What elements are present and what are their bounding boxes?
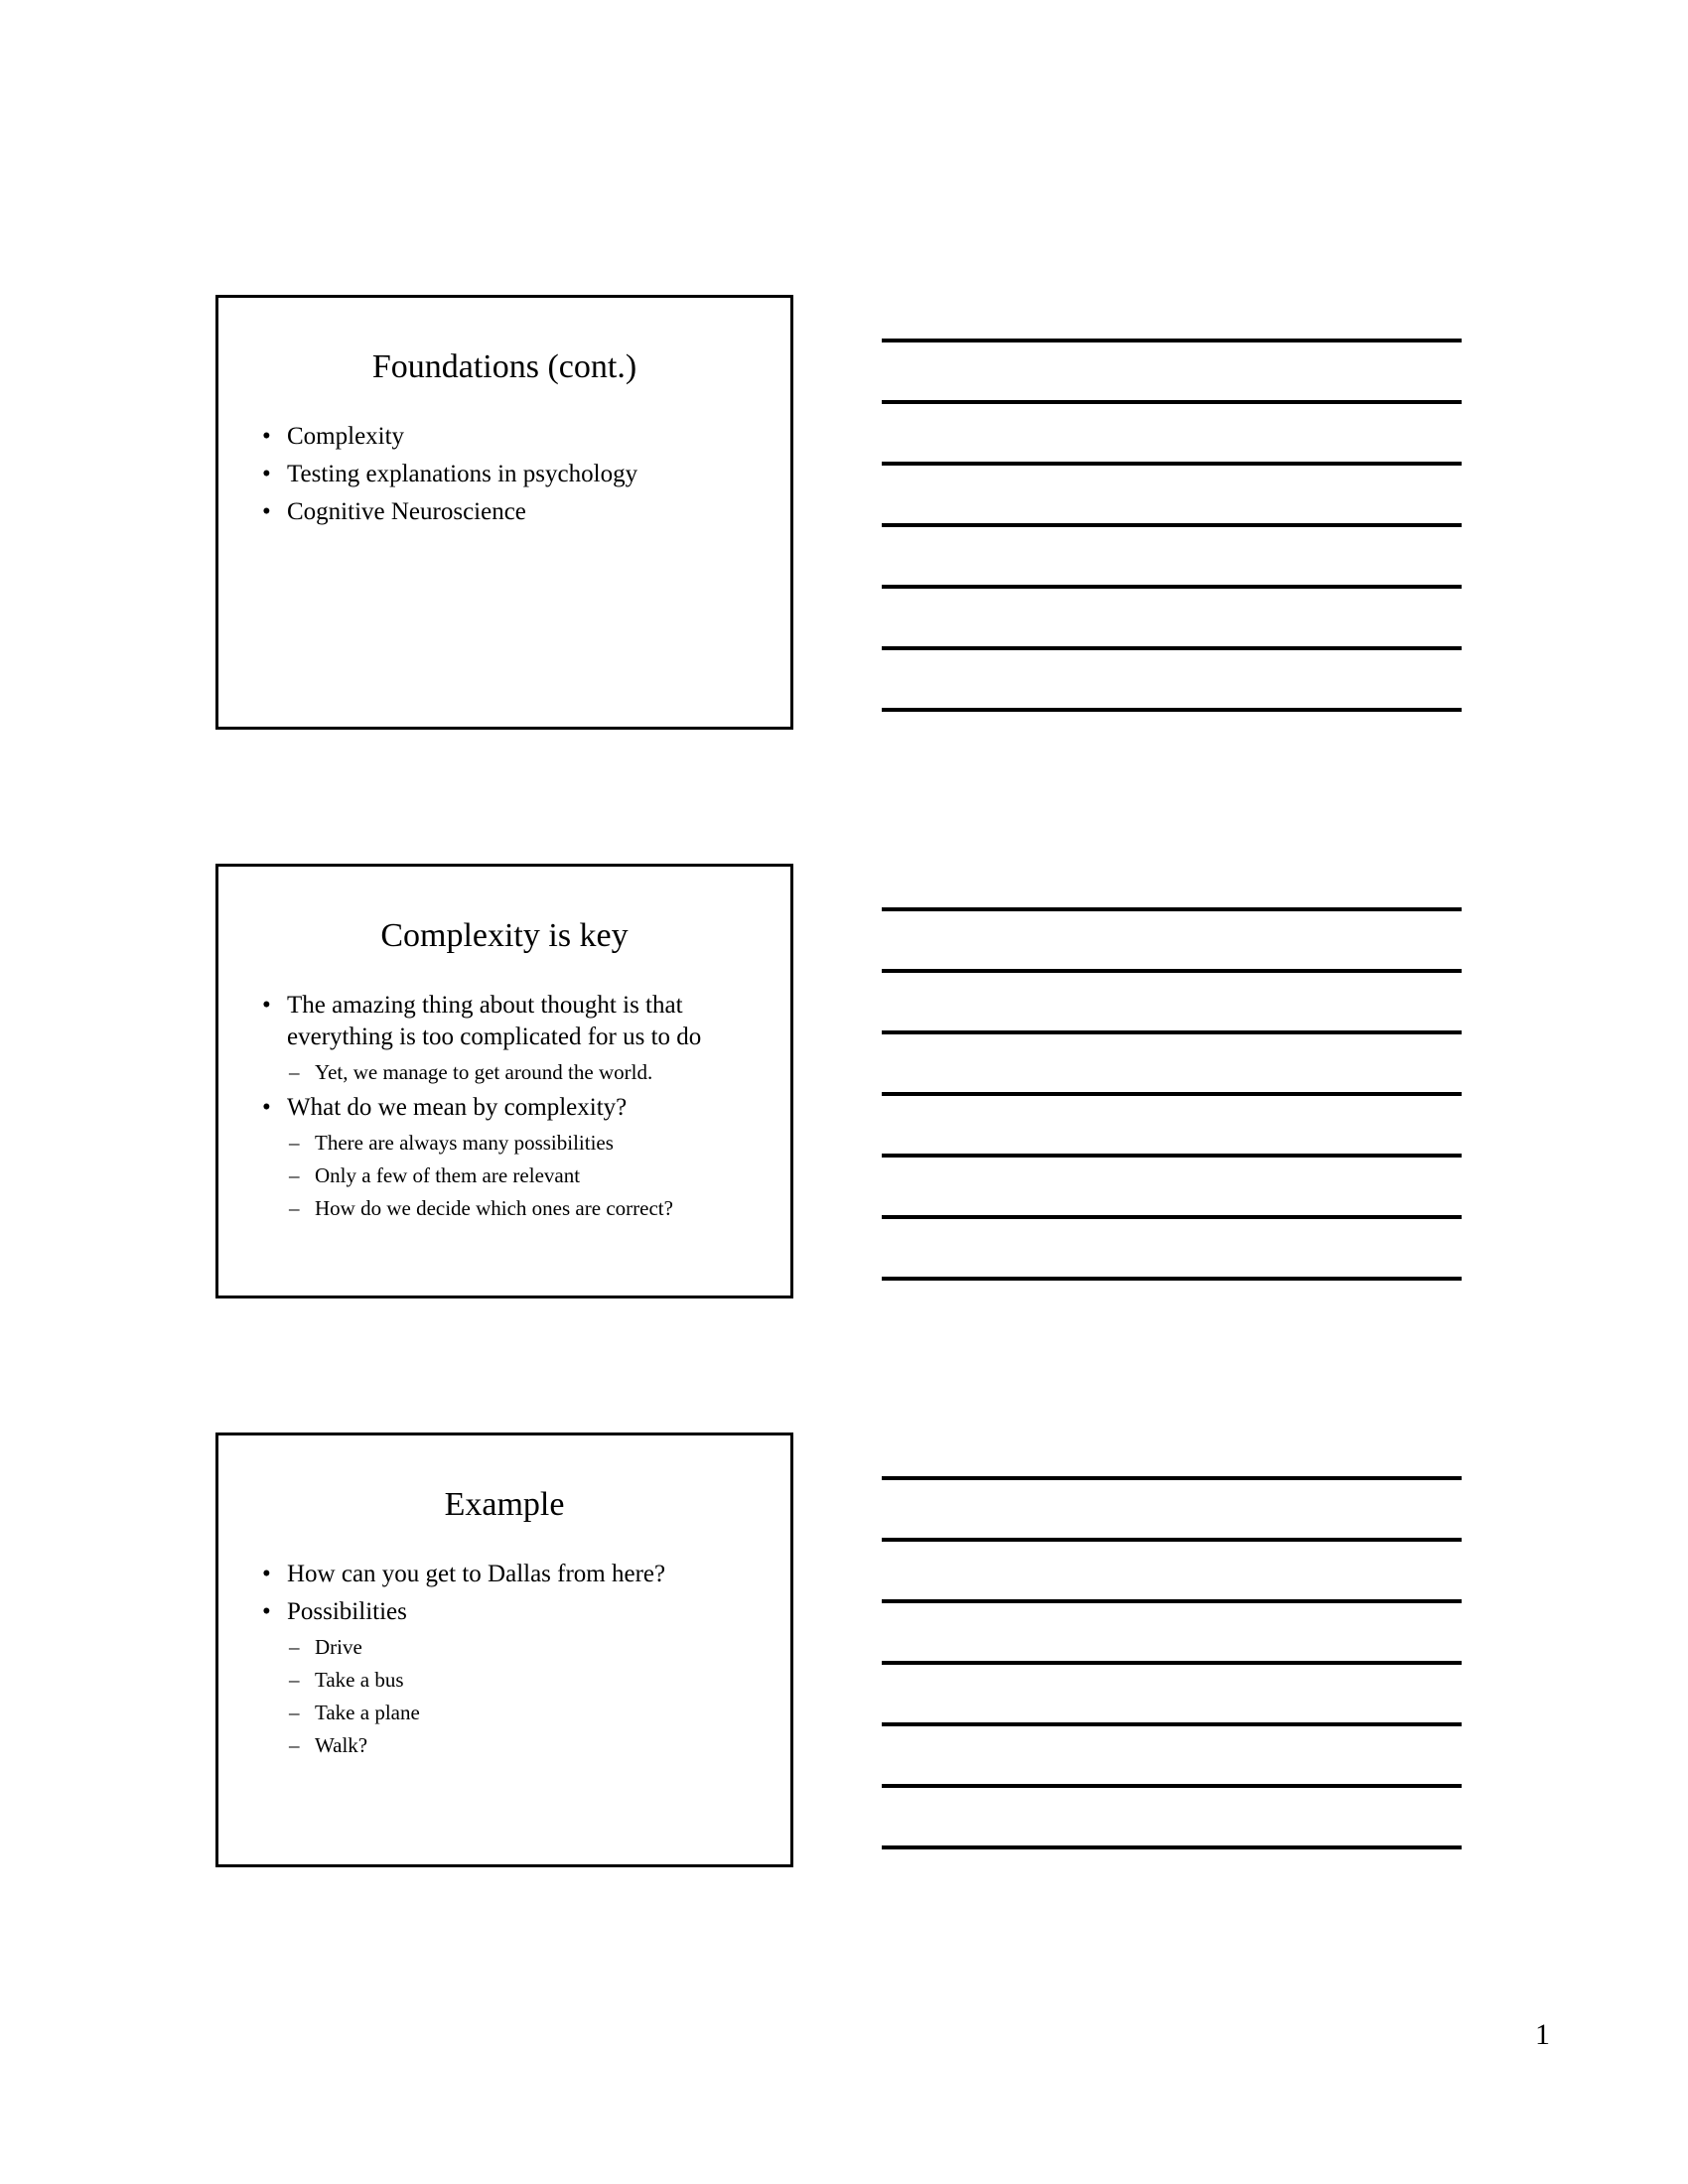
sub-bullet-text: Drive — [315, 1635, 362, 1659]
note-line — [882, 1476, 1462, 1480]
bullet-text: Complexity — [287, 423, 405, 450]
bullet-list — [262, 421, 778, 534]
bullet-text: The amazing thing about thought is that everything is too complicated for us to do — [287, 992, 702, 1050]
bullet-item — [262, 459, 778, 490]
bullet-item — [262, 1559, 778, 1590]
note-line — [882, 708, 1462, 712]
note-line — [882, 1538, 1462, 1542]
bullet-list — [262, 990, 778, 1228]
bullet-glyph: • — [262, 461, 271, 487]
note-line — [882, 400, 1462, 404]
slide-title: Complexity is key — [380, 917, 629, 954]
slide-1 — [215, 295, 793, 730]
note-line — [882, 1599, 1462, 1603]
bullet-item — [262, 496, 778, 528]
bullet-glyph: • — [262, 1598, 271, 1625]
sub-bullet-glyph: – — [289, 1701, 300, 1724]
bullet-text: Possibilities — [287, 1598, 407, 1625]
sub-bullet-item — [262, 1667, 778, 1694]
sub-bullet-glyph: – — [289, 1733, 300, 1757]
sub-bullet-text: Walk? — [315, 1733, 368, 1757]
bullet-item — [262, 421, 778, 453]
note-line — [882, 969, 1462, 973]
note-line — [882, 1154, 1462, 1158]
sub-bullet-glyph: – — [289, 1131, 300, 1155]
bullet-item — [262, 1596, 778, 1628]
bullet-list — [262, 1559, 778, 1765]
sub-bullet-text: There are always many possibilities — [315, 1131, 614, 1155]
note-line — [882, 1845, 1462, 1849]
sub-bullet-item — [262, 1059, 778, 1086]
note-line — [882, 1092, 1462, 1096]
bullet-glyph: • — [262, 1561, 271, 1587]
sub-bullet-item — [262, 1162, 778, 1189]
bullet-item — [262, 1092, 778, 1124]
bullet-text: What do we mean by complexity? — [287, 1094, 628, 1121]
page-number: 1 — [1535, 2018, 1550, 2051]
bullet-glyph: • — [262, 992, 271, 1019]
slide-title: Example — [444, 1486, 565, 1523]
note-line — [882, 585, 1462, 589]
note-line — [882, 646, 1462, 650]
slide-title: Foundations (cont.) — [371, 348, 637, 385]
bullet-glyph: • — [262, 498, 271, 525]
sub-bullet-text: How do we decide which ones are correct? — [315, 1196, 673, 1220]
bullet-glyph: • — [262, 423, 271, 450]
sub-bullet-glyph: – — [289, 1635, 300, 1659]
note-line — [882, 1030, 1462, 1034]
bullet-glyph: • — [262, 1094, 271, 1121]
sub-bullet-text: Take a bus — [315, 1668, 404, 1692]
sub-bullet-item — [262, 1195, 778, 1222]
note-line — [882, 907, 1462, 911]
note-line — [882, 1215, 1462, 1219]
sub-bullet-item — [262, 1130, 778, 1157]
note-line — [882, 523, 1462, 527]
sub-bullet-item — [262, 1732, 778, 1759]
note-line — [882, 339, 1462, 342]
note-line — [882, 462, 1462, 466]
sub-bullet-glyph: – — [289, 1196, 300, 1220]
note-line — [882, 1722, 1462, 1726]
note-line — [882, 1277, 1462, 1281]
note-line — [882, 1661, 1462, 1665]
sub-bullet-text: Take a plane — [315, 1701, 420, 1724]
bullet-item — [262, 990, 778, 1053]
bullet-text: Testing explanations in psychology — [287, 461, 638, 487]
sub-bullet-item — [262, 1700, 778, 1726]
bullet-text: Cognitive Neuroscience — [287, 498, 526, 525]
bullet-text: How can you get to Dallas from here? — [287, 1561, 666, 1587]
slide-3 — [215, 1433, 793, 1867]
note-line — [882, 1784, 1462, 1788]
sub-bullet-text: Yet, we manage to get around the world. — [315, 1060, 653, 1084]
sub-bullet-glyph: – — [289, 1060, 300, 1084]
slide-2 — [215, 864, 793, 1298]
sub-bullet-glyph: – — [289, 1668, 300, 1692]
sub-bullet-glyph: – — [289, 1163, 300, 1187]
sub-bullet-item — [262, 1634, 778, 1661]
sub-bullet-text: Only a few of them are relevant — [315, 1163, 581, 1187]
